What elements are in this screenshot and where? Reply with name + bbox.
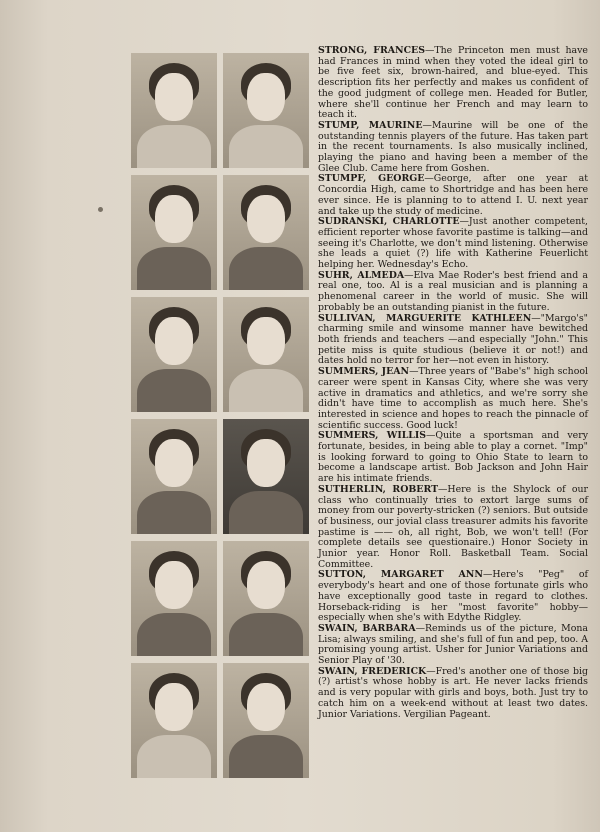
- portrait-grid: [131, 53, 309, 780]
- entry-text: —Fred's another one of those big (?) artist's whose hobby is art. He never lacks friends and is very popular with girls and boys, both. Just try to catch him on a week-end without at least two dates. Junior Variations. Vergilian Pageant.: [318, 665, 588, 720]
- entry-sullivan-marguerite: [318, 314, 588, 368]
- portrait-sutton-margaret: [223, 541, 309, 656]
- entry-text: —George, after one year at Concordia High, came to Shortridge and has been here ever since. He is planning to to attend I. U. next year and take up the study of medicine.: [318, 173, 588, 217]
- entry-swain-barbara: [318, 624, 588, 667]
- portrait-suhr-almeda: [131, 297, 217, 412]
- entry-name: SULLIVAN, MARGUERITE KATHLEEN: [318, 312, 532, 324]
- entry-name: SUTHERLIN, ROBERT: [318, 483, 439, 495]
- portrait-swain-frederick: [223, 663, 309, 778]
- entry-name: SWAIN, FREDERICK: [318, 665, 427, 677]
- entry-name: STUMPF, GEORGE: [318, 173, 425, 185]
- entry-sutherlin-robert: [318, 485, 588, 571]
- biography-column: [318, 46, 588, 720]
- portrait-stumpf-george: [131, 175, 217, 290]
- entry-text: —The Princeton men must have had Frances in mind when they voted the ideal girl to be five feet six, brown-haired, and blue-eyed. This description fits her perfectly and makes us confident of the good judgment of college men. Headed for Butler, where she'll continue her French and may learn to teach it.: [318, 45, 588, 121]
- binder-hole: [98, 207, 103, 212]
- entry-text: —Here's "Peg" of everybody's heart and one of those fortunate girls who have exceptionally good taste in regard to clothes. Horseback-riding is her "most favorite" hobby—especially when she's with Edythe Ridgley.: [318, 569, 588, 624]
- portrait-strong-frances: [131, 53, 217, 168]
- entry-name: SUDRANSKI, CHARLOTTE: [318, 216, 460, 228]
- entry-name: SUMMERS, WILLIS: [318, 430, 427, 442]
- entry-text: —Just another competent, efficient reporter whose favorite pastime is talking—and seeing it's Charlotte, we don't mind listening. Otherwise she leads a quiet (?) life with Katherine Feuerlicht helping her. Wednesday's Echo.: [318, 216, 588, 271]
- entry-name: SWAIN, BARBARA: [318, 622, 416, 634]
- entry-text: —Quite a sportsman and very fortunate, besides, in being able to play a cornet. "Imp" is looking forward to going to Ohio State to learn to become a landscape artist. Bob Jackson and John Hair are his intimate friends.: [318, 430, 588, 485]
- entry-text: —Reminds us of the picture, Mona Lisa; always smiling, and she's full of fun and pep, too. A promising young artist. Usher for Junior Variations and Senior Play of '30.: [318, 622, 588, 667]
- entry-text: —Maurine will be one of the outstanding tennis players of the future. Has taken part in the recent tournaments. Is also musically inclined, playing the piano and having been a member of the Glee Club. Came here from Goshen.: [318, 119, 588, 174]
- portrait-sutherlin-robert: [131, 541, 217, 656]
- entry-text: —Here is the Shylock of our class who continually tries to extort large sums of money from our poverty-stricken (?) seniors. But outside of business, our jovial class treasurer admits his favorite pastime is —— oh, all right, Bob, we won't tell! (For complete details see questionaire.) Honor Society in Junior year. Honor Roll. Basketball Team. Social Committee.: [318, 483, 588, 570]
- entry-strong-frances: [318, 46, 588, 121]
- entry-summers-willis: [318, 431, 588, 485]
- entry-summers-jean: [318, 367, 588, 431]
- entry-text: —Elva Mae Roder's best friend and a real one, too. Al is a real musician and is planning a phenomenal career in the world of music. She will probably be an outstanding pianist in the future.: [318, 269, 588, 313]
- entry-text: —"Margo's" charming smile and winsome manner have bewitched both friends and teachers —and especially "John." This petite miss is quite studious (believe it or not!) and dates hold no terror for her—not even in history.: [318, 312, 588, 367]
- entry-name: SUTTON, MARGARET ANN: [318, 569, 483, 581]
- entry-text: —Three years of "Babe's" high school career were spent in Kansas City, where she was very active in dramatics and athletics, and we're sorry she didn't have time to accomplish as much here. She's interested in science and hopes to reach the pinnacle of scientific success. Good luck!: [318, 366, 588, 431]
- entry-name: SUMMERS, JEAN: [318, 366, 410, 378]
- portrait-swain-barbara: [131, 663, 217, 778]
- portrait-summers-jean: [131, 419, 217, 534]
- entry-sudranski-charlotte: [318, 217, 588, 271]
- portrait-sudranski-charlotte: [223, 175, 309, 290]
- entry-stumpf-george: [318, 174, 588, 217]
- portrait-sullivan-marguerite: [223, 297, 309, 412]
- portrait-summers-willis: [223, 419, 309, 534]
- entry-name: SUHR, ALMEDA: [318, 269, 405, 281]
- entry-suhr-almeda: [318, 271, 588, 314]
- entry-sutton-margaret: [318, 570, 588, 624]
- entry-name: STRONG, FRANCES: [318, 45, 425, 56]
- entry-swain-frederick: [318, 667, 588, 721]
- entry-stump-maurine: [318, 121, 588, 175]
- portrait-stump-maurine: [223, 53, 309, 168]
- entry-name: STUMP, MAURINE: [318, 119, 423, 131]
